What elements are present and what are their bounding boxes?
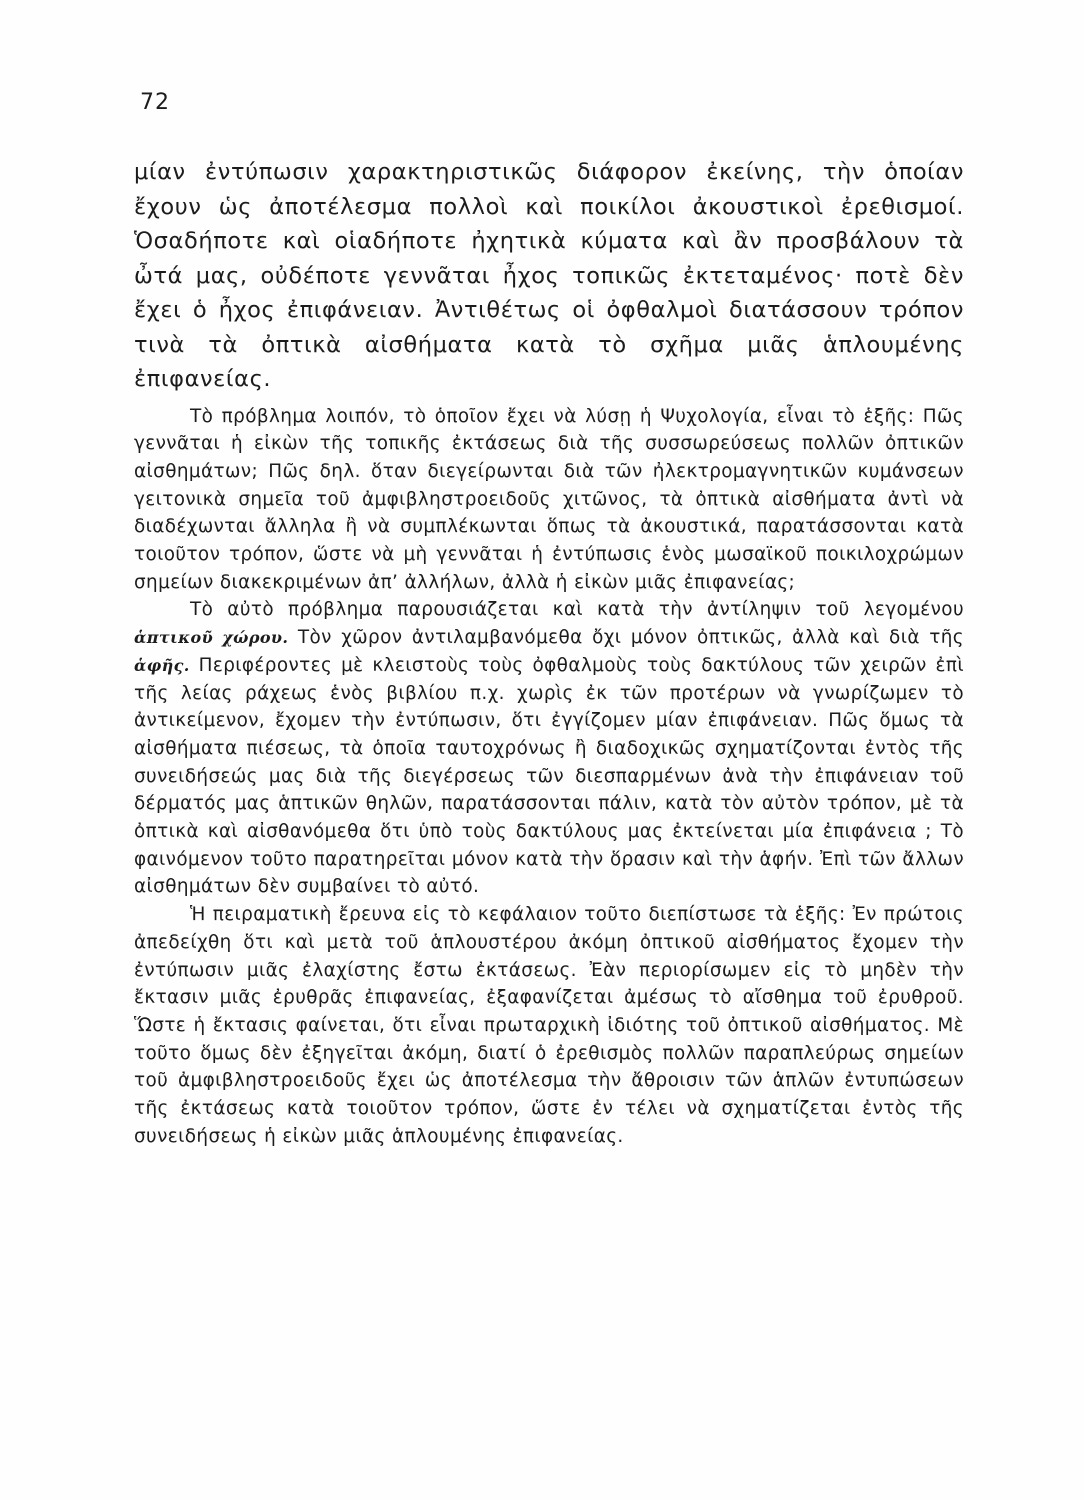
emphasis-haptic-space: ἁπτικοῦ χώρου.	[134, 628, 289, 648]
paragraph-2: Τὸ πρόβλημα λοιπόν, τὸ ὁποῖον ἔχει νὰ λύσῃ ἡ Ψυχολογία, εἶναι τὸ ἑξῆς: Πῶς γεννᾶται ἡ εἰκὼν τῆς τοπικῆς ἐκτάσεως διὰ τῆς συσσωρεύσεως πολλῶν ὀπτικῶν αἰσθημάτων; Πῶς δηλ. ὅταν διεγείρωνται διὰ τῶν ἠλεκτρομαγνητικῶν κυμάνσεων γειτονικὰ σημεῖα τοῦ ἀμφιβληστροειδοῦς χιτῶνος, τὰ ὀπτικὰ αἰσθήματα ἀντὶ νὰ διαδέχωνται ἄλληλα ἢ νὰ συμπλέκωνται ὅπως τὰ ἀκουστικά, παρατάσσονται κατὰ τοιοῦτον τρόπον, ὥστε νὰ μὴ γεννᾶται ἡ ἐντύπωσις ἑνὸς μωσαϊκοῦ ποικιλοχρώμων σημείων διακεκριμένων ἀπ’ ἀλλήλων, ἀλλὰ ἡ εἰκὼν μιᾶς ἐπιφανείας;	[134, 405, 964, 593]
paragraph-3-text-middle: Τὸν χῶρον ἀντιλαμβανόμεθα ὄχι μόνον ὀπτικῶς, ἀλλὰ καὶ διὰ τῆς	[288, 627, 964, 649]
emphasis-touch: ἁφῆς.	[134, 655, 190, 675]
paragraph-4: Ἡ πειραματικὴ ἔρευνα εἰς τὸ κεφάλαιον τοῦτο διεπίστωσε τὰ ἑξῆς: Ἐν πρώτοις ἀπεδείχθη ὅτι καὶ μετὰ τοῦ ἁπλουστέρου ἀκόμη ὀπτικοῦ αἰσθήματος ἔχομεν τὴν ἐντύπωσιν μιᾶς ἐλαχίστης ἔστω ἐκτάσεως. Ἐὰν περιορίσωμεν εἰς τὸ μηδὲν τὴν ἔκτασιν μιᾶς ἐρυθρᾶς ἐπιφανείας, ἐξαφανίζεται ἀμέσως τὸ αἴσθημα τοῦ ἐρυθροῦ. Ὥστε ἡ ἔκτασις φαίνεται, ὅτι εἶναι πρωταρχικὴ ἰδιότης τοῦ ὀπτικοῦ αἰσθήματος. Μὲ τοῦτο ὅμως δὲν ἐξηγεῖται ἀκόμη, διατί ὁ ἐρεθισμὸς πολλῶν παραπλεύρως σημείων τοῦ ἀμφιβληστροειδοῦς ἔχει ὡς ἀποτέλεσμα τὴν ἄθροισιν τῶν ἁπλῶν ἐντυπώσεων τῆς ἐκτάσεως κατὰ τοιοῦτον τρόπον, ὥστε ἐν τέλει νὰ σχηματίζεται ἐντὸς τῆς συνειδήσεως ἡ εἰκὼν μιᾶς ἁπλουμένης ἐπιφανείας.	[134, 904, 964, 1147]
paragraph-3-text-before: Τὸ αὐτὸ πρόβλημα παρουσιάζεται καὶ κατὰ τὴν ἀντίληψιν τοῦ λεγομένου	[190, 599, 964, 621]
paragraph-1: μίαν ἐντύπωσιν χαρακτηριστικῶς διάφορον ἐκείνης, τὴν ὁποίαν ἔχουν ὡς ἀποτέλεσμα πολλοὶ καὶ ποικίλοι ἀκουστικοὶ ἐρεθισμοί. Ὁσαδήποτε καὶ οἱαδήποτε ἠχητικὰ κύματα καὶ ἂν προσβάλουν τὰ ὦτά μας, οὐδέποτε γεννᾶται ἦχος τοπικῶς ἐκτεταμένος· ποτὲ δὲν ἔχει ὁ ἦχος ἐπιφάνειαν. Ἀντιθέτως οἱ ὀφθαλμοὶ διατάσσουν τρόπον τινὰ τὰ ὀπτικὰ αἰσθήματα κατὰ τὸ σχῆμα μιᾶς ἁπλουμένης ἐπιφανείας.	[134, 159, 964, 392]
paragraph-3-text-after: Περιφέροντες μὲ κλειστοὺς τοὺς ὀφθαλμοὺς τοὺς δακτύλους τῶν χειρῶν ἐπὶ τῆς λείας ράχεως ἑνὸς βιβλίου π.χ. χωρὶς ἐκ τῶν προτέρων νὰ γνωρίζωμεν τὸ ἀντικείμενον, ἔχομεν τὴν ἐντύπωσιν, ὅτι ἐγγίζομεν μίαν ἐπιφάνειαν. Πῶς ὅμως τὰ αἰσθήματα πιέσεως, τὰ ὁποῖα ταυτοχρόνως ἢ διαδοχικῶς σχηματίζονται ἐντὸς τῆς συνειδήσεώς μας διὰ τῆς διεγέρσεως τῶν διεσπαρμένων ἀνὰ τὴν ἐπιφάνειαν τοῦ δέρματός μας ἁπτικῶν θηλῶν, παρατάσσονται πάλιν, κατὰ τὸν αὐτὸν τρόπον, μὲ τὰ ὀπτικὰ καὶ αἰσθανόμεθα ὅτι ὑπὸ τοὺς δακτύλους μας ἐκτείνεται μία ἐπιφάνεια ; Τὸ φαινόμενον τοῦτο παρατηρεῖται μόνον κατὰ τὴν ὅρασιν καὶ τὴν ἁφήν. Ἐπὶ τῶν ἄλλων αἰσθημάτων δὲν συμβαίνει τὸ αὐτό.	[134, 654, 964, 898]
paragraph-3	[134, 596, 964, 901]
body-text	[134, 155, 964, 1150]
page-number: 72	[140, 90, 170, 115]
